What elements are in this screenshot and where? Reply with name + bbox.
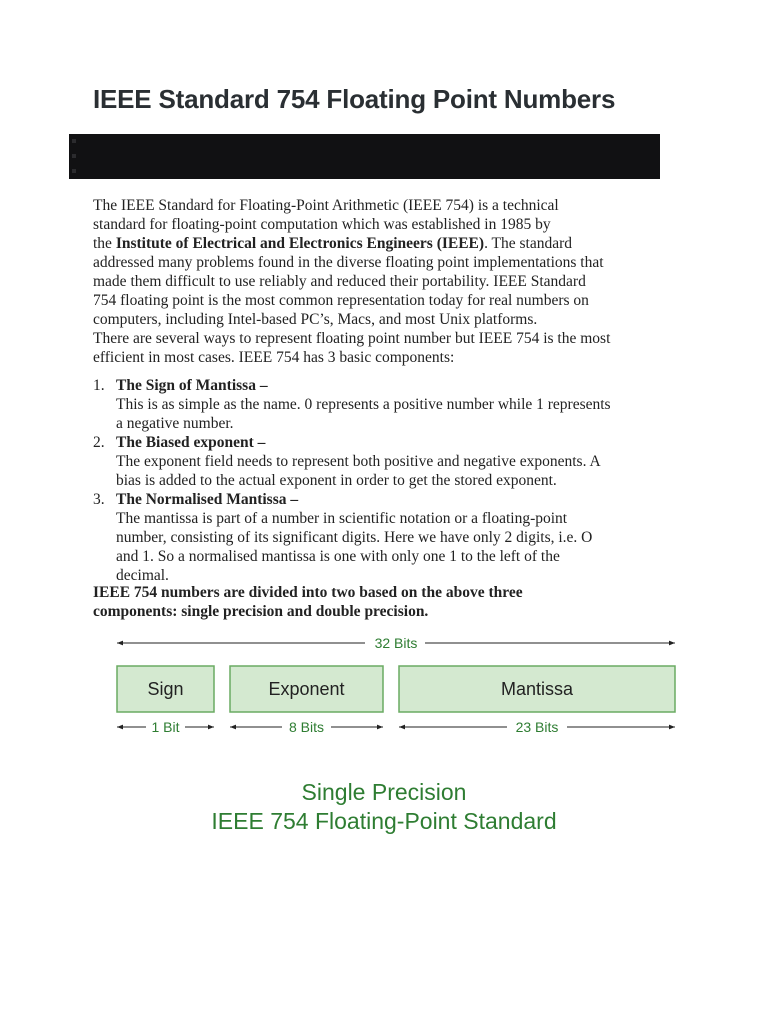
list-number: 2. bbox=[93, 434, 105, 451]
intro-line: standard for floating-point computation which was established in 1985 by bbox=[93, 216, 551, 233]
component-text: This is as simple as the name. 0 represents a positive number while 1 represents bbox=[116, 396, 611, 413]
intro-line: efficient in most cases. IEEE 754 has 3 basic components: bbox=[93, 349, 455, 366]
mantissa-field-label: Mantissa bbox=[500, 679, 574, 699]
component-text: and 1. So a normalised mantissa is one with only one 1 to the left of the bbox=[116, 548, 560, 565]
component-heading: The Normalised Mantissa – bbox=[116, 491, 299, 508]
component-text: The mantissa is part of a number in scientific notation or a floating-point bbox=[116, 510, 568, 527]
page-title: IEEE Standard 754 Floating Point Numbers bbox=[93, 84, 616, 114]
component-text: decimal. bbox=[116, 567, 169, 584]
intro-line: The IEEE Standard for Floating-Point Arithmetic (IEEE 754) is a technical bbox=[93, 197, 559, 214]
diagram-caption-subtitle: IEEE 754 Floating-Point Standard bbox=[211, 808, 557, 834]
intro-line: computers, including Intel-based PC’s, Macs, and most Unix platforms. bbox=[93, 311, 538, 328]
exponent-bits-label: 8 Bits bbox=[288, 719, 325, 735]
sign-bits-label: 1 Bit bbox=[151, 719, 180, 735]
intro-line: addressed many problems found in the diverse floating point implementations that bbox=[93, 254, 604, 271]
component-text: The exponent field needs to represent both positive and negative exponents. A bbox=[116, 453, 601, 470]
list-number: 1. bbox=[93, 377, 105, 394]
ieee-org-name: Institute of Electrical and Electronics Engineers (IEEE) bbox=[115, 235, 485, 252]
summary-line: IEEE 754 numbers are divided into two based on the above three bbox=[93, 584, 523, 601]
component-heading: The Biased exponent – bbox=[116, 434, 266, 451]
intro-text: . The standard bbox=[484, 235, 573, 252]
intro-line: There are several ways to represent floating point number but IEEE 754 is the most bbox=[93, 330, 611, 347]
intro-text: the bbox=[93, 235, 116, 252]
exponent-field-label: Exponent bbox=[268, 679, 345, 699]
component-text: a negative number. bbox=[116, 415, 234, 432]
total-bits-label: 32 Bits bbox=[374, 635, 418, 651]
sign-field-label: Sign bbox=[147, 679, 184, 699]
summary-line: components: single precision and double precision. bbox=[93, 603, 429, 620]
mantissa-bits-label: 23 Bits bbox=[515, 719, 559, 735]
component-text: number, consisting of its significant digits. Here we have only 2 digits, i.e. O bbox=[116, 529, 593, 546]
list-number: 3. bbox=[93, 491, 105, 508]
component-heading: The Sign of Mantissa – bbox=[116, 377, 268, 394]
intro-line: made them difficult to use reliably and reduced their portability. IEEE Standard bbox=[93, 273, 586, 290]
component-text: bias is added to the actual exponent in order to get the stored exponent. bbox=[116, 472, 557, 489]
diagram-caption-title: Single Precision bbox=[301, 779, 467, 805]
intro-line: 754 floating point is the most common representation today for real numbers on bbox=[93, 292, 589, 309]
